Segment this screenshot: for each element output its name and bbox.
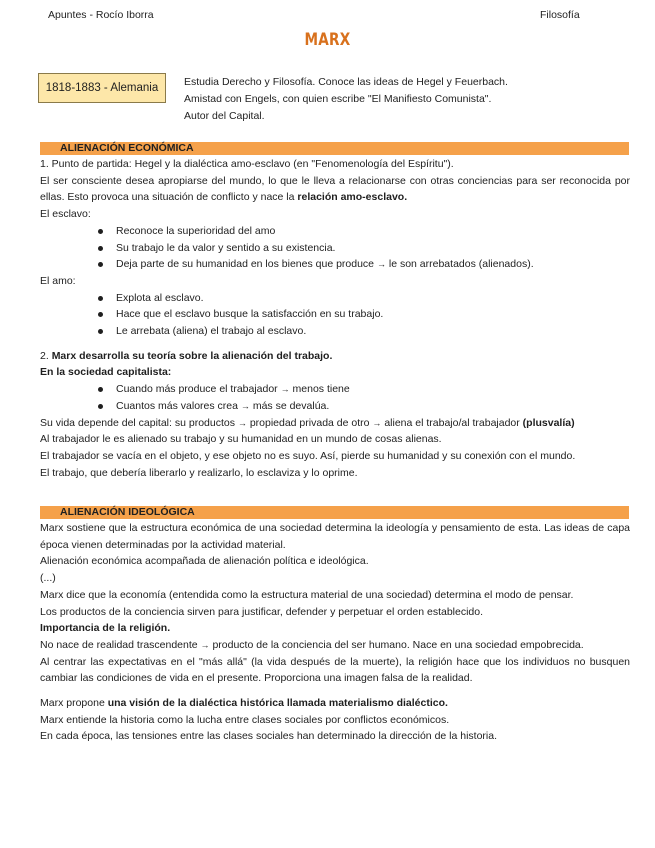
paragraph: Importancia de la religión. — [40, 622, 171, 635]
list-item: Su trabajo le da valor y sentido a su existencia. — [40, 240, 630, 257]
paragraph: El ser consciente desea apropiarse del mundo, lo que le lleva a relacionarse con otras conciencias para ser reconocida por ellas. Esto provoca una situación de conflicto y nace la relación amo-esclavo. — [40, 174, 630, 204]
paragraph: En cada época, las tensiones entre las clases sociales han determinado la dirección de la historia. — [40, 730, 498, 743]
paragraph: Marx entiende la historia como la lucha entre clases sociales por conflictos económicos. — [40, 713, 450, 726]
paragraph: Marx dice que la economía (entendida como la estructura material de una sociedad) determina el modo de pensar. — [40, 588, 574, 601]
section-economic-body — [40, 156, 630, 481]
slave-label: El esclavo: — [40, 208, 91, 221]
paragraph: El trabajador se vacía en el objeto, y ese objeto no es suyo. Así, pierde su humanidad y su conexión con el mundo. — [40, 449, 576, 462]
arrow-icon: → — [237, 417, 247, 428]
paragraph: El trabajo, que debería liberarlo y realizarlo, lo esclaviza y lo oprime. — [40, 466, 358, 479]
arrow-icon: → — [280, 384, 290, 395]
paragraph: En la sociedad capitalista: — [40, 366, 172, 379]
paragraph: Alienación económica acompañada de alienación política e ideológica. — [40, 555, 369, 568]
section-ideological-body — [40, 520, 630, 745]
arrow-icon: → — [372, 417, 382, 428]
list-item: Cuando más produce el trabajador → menos tiene — [40, 381, 630, 398]
intro-line: Autor del Capital. — [184, 110, 265, 122]
paragraph: 1. Punto de partida: Hegel y la dialéctica amo-esclavo (en "Fenomenología del Espíritu"). — [40, 158, 454, 170]
paragraph: Marx propone una visión de la dialéctica histórica llamada materialismo dialéctico. — [40, 697, 448, 710]
intro-line: Estudia Derecho y Filosofía. Conoce las ideas de Hegel y Feuerbach. — [184, 76, 508, 88]
master-list — [40, 290, 630, 340]
paragraph: Los productos de la conciencia sirven para justificar, defender y perpetuar el orden establecido. — [40, 605, 484, 618]
dates-box: 1818-1883 - Alemania — [38, 73, 166, 103]
intro-text — [184, 74, 508, 125]
paragraph: Su vida depende del capital: su productos → propiedad privada de otro → aliena el trabajo/al trabajador (plusvalía) — [40, 416, 575, 429]
paragraph: Al centrar las expectativas en el "más allá" (la vida después de la muerte), la religión hace que los individuos no busquen cambiar las condiciones de vida en el presente. Proporciona una imagen falsa de la realidad. — [40, 655, 630, 685]
paragraph: Marx sostiene que la estructura económica de una sociedad determina la ideología y pensamiento de esta. Las ideas de capa época vienen determinadas por la actividad material. — [40, 522, 630, 551]
arrow-icon: → — [200, 639, 210, 650]
section-heading-economic: ALIENACIÓN ECONÓMICA — [40, 142, 629, 155]
paragraph: (...) — [40, 572, 56, 585]
list-item: Le arrebata (aliena) el trabajo al esclavo. — [40, 323, 630, 340]
paragraph: Al trabajador le es alienado su trabajo y su humanidad en un mundo de cosas alienas. — [40, 433, 442, 446]
list-item: Deja parte de su humanidad en los bienes que produce → le son arrebatados (alienados). — [40, 256, 630, 273]
list-item: Cuantos más valores crea → más se devalúa. — [40, 398, 630, 415]
master-label: El amo: — [40, 274, 76, 287]
intro-line: Amistad con Engels, con quien escribe "El Manifiesto Comunista". — [184, 93, 492, 105]
slave-list — [40, 223, 630, 273]
list-item: Reconoce la superioridad del amo — [40, 223, 630, 240]
section-heading-ideological: ALIENACIÓN IDEOLÓGICA — [40, 506, 629, 519]
page-title: MARX — [304, 30, 351, 50]
capitalist-list — [40, 381, 630, 414]
paragraph: 2. Marx desarrolla su teoría sobre la alienación del trabajo. — [40, 349, 333, 362]
arrow-icon: → — [376, 259, 386, 270]
header-author: Apuntes - Rocío Iborra — [48, 9, 154, 21]
arrow-icon: → — [240, 400, 250, 411]
header-subject: Filosofía — [540, 9, 580, 21]
list-item: Hace que el esclavo busque la satisfacción en su trabajo. — [40, 306, 630, 323]
paragraph: No nace de realidad trascendente → producto de la conciencia del ser humano. Nace en una sociedad empobrecida. — [40, 638, 584, 651]
list-item: Explota al esclavo. — [40, 290, 630, 307]
